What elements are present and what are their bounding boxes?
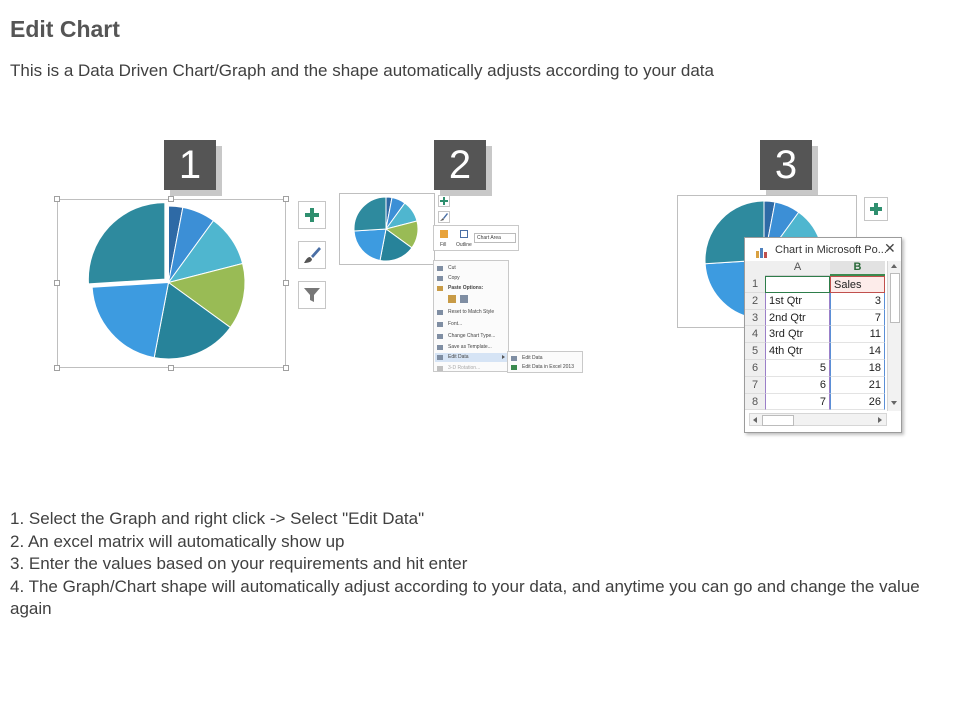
row-header[interactable]: 8 <box>745 394 765 411</box>
table-cell-b[interactable]: 11 <box>830 326 885 343</box>
instruction-step-3: 3. Enter the values based on your requirements and hit enter <box>10 554 468 573</box>
table-cell-a[interactable]: 2nd Qtr <box>765 310 830 327</box>
table-cell-a[interactable]: 1st Qtr <box>765 293 830 310</box>
step-badge-3: 3 <box>760 140 812 190</box>
rotation-icon <box>437 366 443 371</box>
resize-handle[interactable] <box>54 196 60 202</box>
row-header[interactable]: 5 <box>745 343 765 360</box>
paintbrush-icon <box>440 213 448 221</box>
template-icon <box>437 345 443 350</box>
table-cell-a[interactable]: 7 <box>765 394 830 411</box>
resize-handle[interactable] <box>283 280 289 286</box>
submenu-item-edit-in-excel[interactable]: Edit Data in Excel 2013 <box>522 364 574 370</box>
outline-icon[interactable] <box>460 230 468 238</box>
mini-brush-button[interactable] <box>438 211 450 223</box>
column-header-b[interactable]: B <box>830 261 885 276</box>
menu-item-paste-options: Paste Options: <box>448 285 484 291</box>
resize-handle[interactable] <box>168 365 174 371</box>
instructions-list <box>10 508 940 621</box>
row-header[interactable]: 4 <box>745 326 765 343</box>
menu-item-edit-data-highlight[interactable] <box>435 353 507 362</box>
paste-icon <box>437 286 443 291</box>
table-cell-a[interactable]: 6 <box>765 377 830 394</box>
submenu-item-edit-data[interactable]: Edit Data <box>522 355 543 361</box>
instruction-step-4: 4. The Graph/Chart shape will automatically adjust according to your data, and anytime you can go and change the value again <box>10 576 920 618</box>
funnel-icon <box>303 286 321 304</box>
scroll-up-arrow[interactable] <box>891 264 897 268</box>
menu-item-edit-data[interactable]: Edit Data <box>448 354 469 360</box>
instruction-step-2: 2. An excel matrix will automatically show up <box>10 531 345 551</box>
menu-item-change-chart-type[interactable]: Change Chart Type... <box>448 333 496 339</box>
page-subtitle: This is a Data Driven Chart/Graph and the shape automatically adjusts according to your data <box>10 61 714 80</box>
format-mini-toolbar <box>433 225 519 251</box>
context-menu <box>433 260 509 372</box>
scroll-thumb[interactable] <box>762 415 794 426</box>
resize-handle[interactable] <box>283 196 289 202</box>
row-header[interactable]: 7 <box>745 377 765 394</box>
plus-icon <box>303 206 321 224</box>
chart-type-icon <box>437 334 443 339</box>
chart-area-label: Chart Area <box>477 235 501 241</box>
table-cell-b[interactable]: 3 <box>830 293 885 310</box>
scroll-right-arrow[interactable] <box>878 417 882 423</box>
table-cell-b[interactable]: 18 <box>830 360 885 377</box>
row-header[interactable]: 6 <box>745 360 765 377</box>
resize-handle[interactable] <box>54 280 60 286</box>
pie-slice[interactable] <box>354 229 386 260</box>
menu-item-save-template[interactable]: Save as Template... <box>448 344 492 350</box>
table-cell-b[interactable]: Sales <box>830 276 885 293</box>
scissors-icon <box>437 266 443 271</box>
copy-icon <box>437 276 443 281</box>
outline-label: Outline <box>456 242 472 248</box>
table-cell-b[interactable]: 21 <box>830 377 885 394</box>
mini-plus-button[interactable] <box>438 195 450 207</box>
spreadsheet-window <box>744 237 902 433</box>
table-cell-b[interactable]: 7 <box>830 310 885 327</box>
close-icon[interactable]: ✕ <box>884 240 896 256</box>
plus-icon <box>440 197 448 205</box>
chart-window-icon <box>755 246 769 258</box>
submenu-arrow-icon <box>502 355 505 359</box>
pie-chart-small[interactable] <box>353 196 419 262</box>
chart-elements-button[interactable] <box>864 197 888 221</box>
horizontal-scrollbar[interactable] <box>749 413 887 426</box>
page-title: Edit Chart <box>10 16 120 42</box>
column-header-a[interactable]: A <box>765 261 830 276</box>
scroll-down-arrow[interactable] <box>891 401 897 405</box>
edit-data-submenu <box>507 351 583 373</box>
edit-data-icon <box>437 355 443 360</box>
scroll-left-arrow[interactable] <box>753 417 757 423</box>
font-icon <box>437 322 443 327</box>
table-cell-a[interactable]: 5 <box>765 360 830 377</box>
plus-icon <box>869 202 883 216</box>
resize-handle[interactable] <box>283 365 289 371</box>
table-cell-a[interactable] <box>765 276 830 293</box>
row-header[interactable]: 1 <box>745 276 765 293</box>
table-cell-b[interactable]: 14 <box>830 343 885 360</box>
edit-data-icon <box>511 356 517 361</box>
step-badge-2: 2 <box>434 140 486 190</box>
chart-area-dropdown[interactable] <box>474 233 516 243</box>
menu-item-cut[interactable]: Cut <box>448 265 456 271</box>
pie-slice[interactable] <box>88 203 165 284</box>
pie-chart-large[interactable] <box>86 200 251 365</box>
table-cell-b[interactable]: 26 <box>830 394 885 411</box>
reset-icon <box>437 310 443 315</box>
spreadsheet-title: Chart in Microsoft Po... <box>775 244 887 256</box>
fill-icon[interactable] <box>440 230 448 238</box>
menu-item-copy[interactable]: Copy <box>448 275 460 281</box>
paintbrush-icon <box>302 245 322 265</box>
grid-corner[interactable] <box>745 261 765 277</box>
chart-elements-button[interactable] <box>298 201 326 229</box>
chart-styles-button[interactable] <box>298 241 326 269</box>
row-header[interactable]: 2 <box>745 293 765 310</box>
pie-slice[interactable] <box>354 197 386 231</box>
menu-item-3d-rotation: 3-D Rotation... <box>448 365 481 371</box>
vertical-scrollbar[interactable] <box>887 261 901 411</box>
row-header[interactable]: 3 <box>745 310 765 327</box>
excel-icon <box>511 365 517 370</box>
menu-item-reset-style[interactable]: Reset to Match Style <box>448 309 495 315</box>
table-cell-a[interactable]: 3rd Qtr <box>765 326 830 343</box>
fill-label: Fill <box>440 242 447 248</box>
scroll-thumb[interactable] <box>890 273 900 323</box>
instruction-step-1: 1. Select the Graph and right click -> Select "Edit Data" <box>10 509 425 528</box>
table-cell-a[interactable]: 4th Qtr <box>765 343 830 360</box>
menu-item-font[interactable]: Font... <box>448 321 463 327</box>
paste-keep-icon[interactable] <box>448 295 456 303</box>
chart-filters-button[interactable] <box>298 281 326 309</box>
paste-picture-icon[interactable] <box>460 295 468 303</box>
resize-handle[interactable] <box>54 365 60 371</box>
step-badge-1: 1 <box>164 140 216 190</box>
